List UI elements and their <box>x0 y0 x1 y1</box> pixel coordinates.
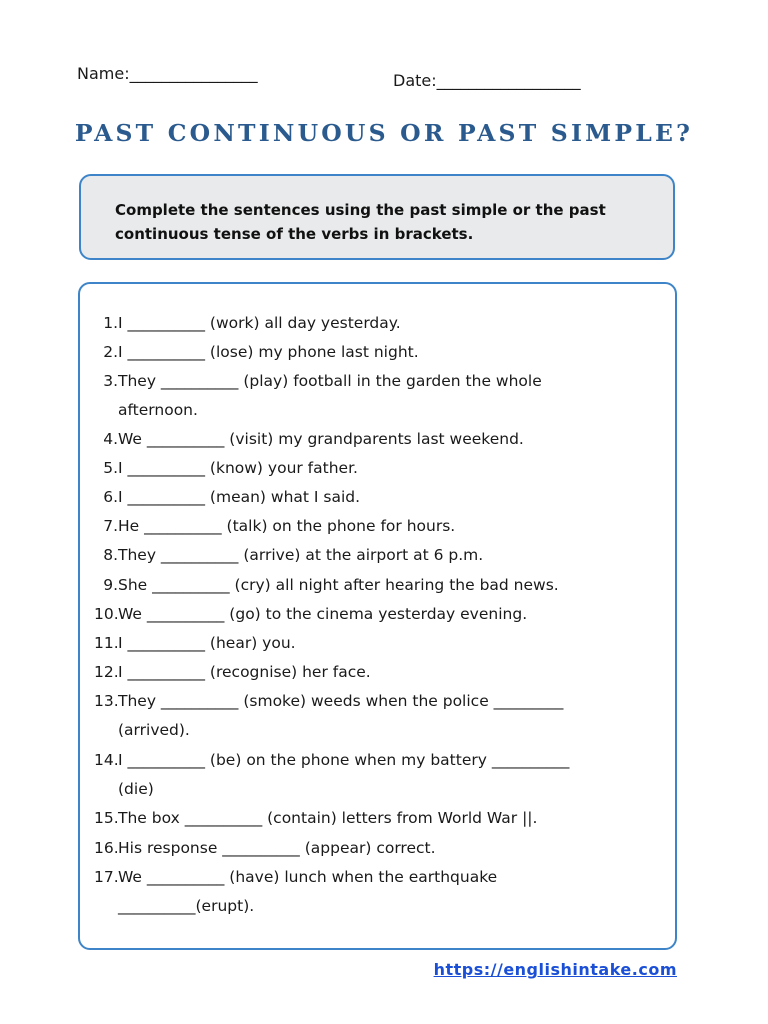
item-sentence: They __________ (arrive) at the airport at 6 p.m. <box>118 546 484 564</box>
item-number: 11. <box>94 634 119 652</box>
item-sentence: They __________ (smoke) weeds when the police _________ <box>118 692 564 710</box>
item-number: 5. <box>103 459 118 477</box>
item-sentence: We __________ (have) lunch when the earthquake <box>118 868 498 886</box>
item-sentence: She __________ (cry) all night after hearing the bad news. <box>118 576 559 594</box>
item-number: 16. <box>94 839 119 857</box>
website-link[interactable]: https://englishintake.com <box>433 960 677 979</box>
item-sentence: The box __________ (contain) letters from World War ||. <box>118 809 538 827</box>
item-number: 7. <box>103 517 118 535</box>
item-sentence: He __________ (talk) on the phone for hours. <box>118 517 456 535</box>
instructions-box <box>79 174 675 260</box>
item-number: 6. <box>103 488 118 506</box>
item-sentence-continuation: (die) <box>118 780 154 798</box>
item-sentence: I __________ (lose) my phone last night. <box>118 343 419 361</box>
item-sentence-continuation: afternoon. <box>118 401 198 419</box>
item-number: 8. <box>103 546 118 564</box>
item-number: 17. <box>94 868 119 886</box>
item-sentence: His response __________ (appear) correct. <box>118 839 436 857</box>
item-sentence-continuation: __________(erupt). <box>118 897 255 915</box>
date-field-line: Date:__________________ <box>393 71 581 90</box>
item-number: 2. <box>103 343 118 361</box>
item-sentence: We __________ (go) to the cinema yesterday evening. <box>118 605 528 623</box>
item-number: 3. <box>103 372 118 390</box>
item-number: 15. <box>94 809 119 827</box>
item-number: 14. <box>94 751 119 769</box>
item-sentence: I __________ (work) all day yesterday. <box>118 314 401 332</box>
name-field-line: Name:________________ <box>77 64 258 83</box>
instructions-text: Complete the sentences using the past simple or the past continuous tense of the verbs in brackets. <box>115 201 606 243</box>
item-sentence-continuation: (arrived). <box>118 721 190 739</box>
item-number: 4. <box>103 430 118 448</box>
item-sentence: I __________ (be) on the phone when my battery __________ <box>118 751 570 769</box>
item-number: 1. <box>103 314 118 332</box>
item-sentence: They __________ (play) football in the garden the whole <box>118 372 542 390</box>
item-sentence: We __________ (visit) my grandparents last weekend. <box>118 430 524 448</box>
item-sentence: I __________ (recognise) her face. <box>118 663 371 681</box>
item-number: 13. <box>94 692 119 710</box>
item-number: 9. <box>103 576 118 594</box>
worksheet-title: PAST CONTINUOUS OR PAST SIMPLE? <box>74 119 694 147</box>
item-sentence: I __________ (hear) you. <box>118 634 296 652</box>
item-number: 10. <box>94 605 119 623</box>
item-number: 12. <box>94 663 119 681</box>
exercise-list-box <box>78 282 677 950</box>
item-sentence: I __________ (know) your father. <box>118 459 358 477</box>
item-sentence: I __________ (mean) what I said. <box>118 488 361 506</box>
